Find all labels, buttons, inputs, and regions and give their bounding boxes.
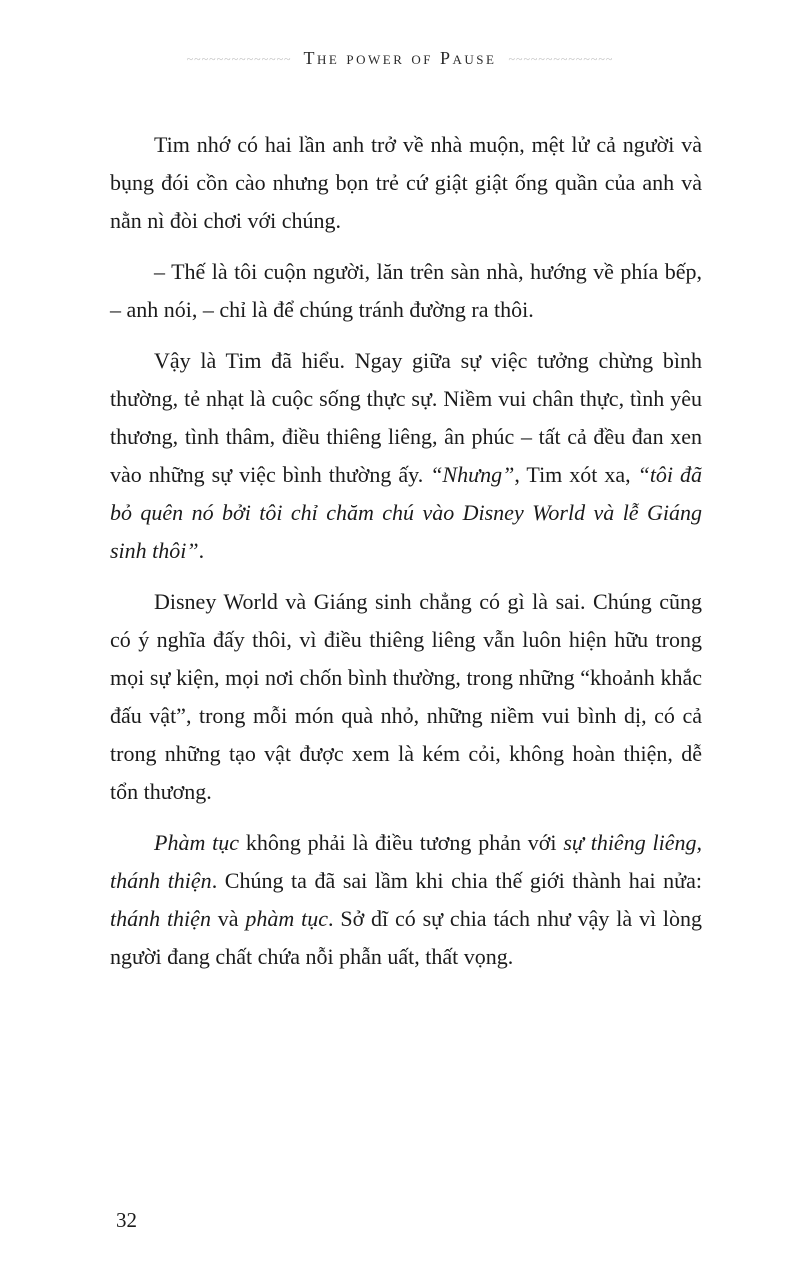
- text-segment: Vậy là Tim đã hiểu. Ngay giữa sự việc tưởng chừng bình thường, tẻ nhạt là cuộc sống thực sự. Niềm vui chân thực, tình yêu thương, tình thâm, điều thiêng liêng, ân phúc – tất cả đều đan xen vào những sự việc bình thường ấy.: [110, 348, 702, 487]
- text-segment: Disney World và Giáng sinh chẳng có gì là sai. Chúng cũng có ý nghĩa đấy thôi, vì điều thiêng liêng vẫn luôn hiện hữu trong mọi sự kiện, mọi nơi chốn bình thường, trong những “khoảnh khắc đấu vật”, trong mỗi món quà nhỏ, những niềm vui bình dị, có cả trong những tạo vật được xem là kém cỏi, không hoàn thiện, dễ tổn thương.: [110, 589, 702, 804]
- body-text: [110, 126, 702, 989]
- text-segment: – Thế là tôi cuộn người, lăn trên sàn nhà, hướng về phía bếp, – anh nói, – chỉ là để chúng tránh đường ra thôi.: [110, 259, 702, 322]
- paragraph: [110, 824, 702, 976]
- italic-text: Phàm tục: [154, 830, 240, 855]
- text-segment: và: [210, 906, 246, 931]
- text-segment: Tim nhớ có hai lần anh trở về nhà muộn, mệt lử cả người và bụng đói cồn cào nhưng bọn trẻ cứ giật giật ống quần của anh và nằn nì đòi chơi với chúng.: [110, 132, 702, 233]
- paragraph: [110, 342, 702, 570]
- italic-text: phàm tục: [245, 906, 329, 931]
- text-segment: . Chúng ta đã sai lầm khi chia thế giới thành hai nửa:: [211, 868, 702, 893]
- page-title: The power of Pause: [303, 48, 497, 68]
- page-number: 32: [116, 1208, 137, 1232]
- text-segment: , Tim xót xa,: [514, 462, 638, 487]
- header-ornament-right: ~~~~~~~~~~~~~~: [508, 51, 614, 66]
- running-header: [0, 48, 800, 69]
- italic-text: thánh thiện: [110, 906, 211, 931]
- italic-text: “tôi đã bỏ quên nó bởi tôi chỉ chăm chú vào Disney World và lễ Giáng sinh thôi”: [110, 462, 703, 563]
- header-ornament-left: ~~~~~~~~~~~~~~: [186, 51, 292, 66]
- italic-text: sự thiêng liêng, thánh thiện: [110, 830, 702, 893]
- paragraph: [110, 126, 702, 240]
- paragraph: [110, 253, 702, 329]
- italic-text: “Nhưng”: [430, 462, 515, 487]
- text-segment: . Sở dĩ có sự chia tách như vậy là vì lòng người đang chất chứa nỗi phẫn uất, thất vọng.: [110, 906, 703, 969]
- text-segment: không phải là điều tương phản với: [239, 830, 564, 855]
- paragraph: [110, 583, 702, 811]
- text-segment: .: [198, 538, 205, 563]
